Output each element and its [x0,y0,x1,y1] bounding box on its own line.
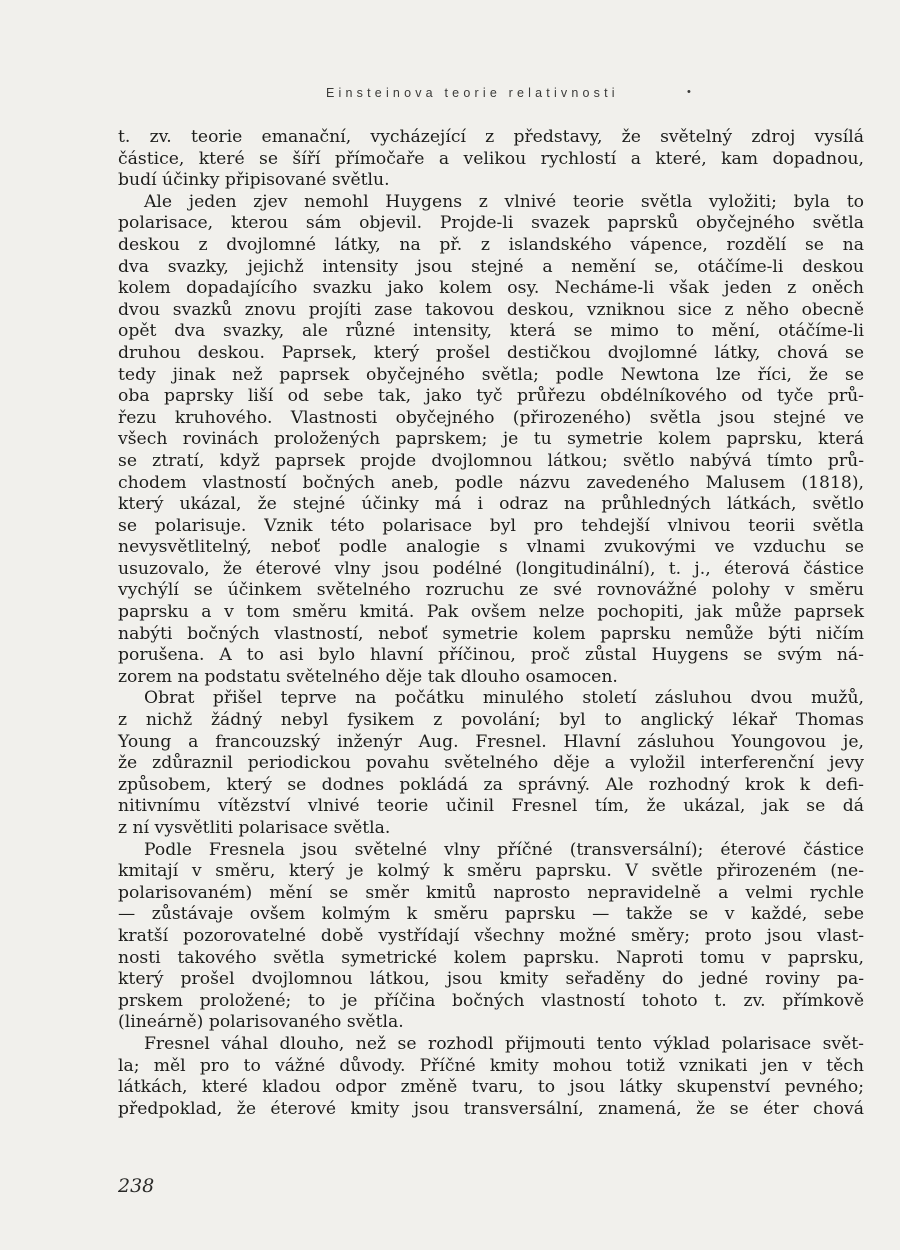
text-line: nabýti bočných vlastností, neboť symetrie kolem paprsku nemůže býti ničím [118,623,864,644]
text-line: Obrat přišel teprve na počátku minulého století zásluhou dvou mužů, [144,688,864,709]
text-line: řezu kruhového. Vlastnosti obyčejného (přirozeného) světla jsou stejné ve [118,407,864,428]
text-line: nitivnímu vítězství vlnivé teorie učinil Fresnel tím, že ukázal, jak se dá [118,796,864,817]
text-line: chodem vlastností bočných aneb, podle názvu zavedeného Malusem (1818), [118,472,864,493]
text-line: deskou z dvojlomné látky, na př. z islandského vápence, rozdělí se na [118,234,864,255]
text-line: la; měl pro to vážné důvody. Příčné kmity mohou totiž vznikati jen v těch [118,1055,864,1076]
text-line: dvou svazků znovu projíti zase takovou deskou, vzniknou sice z něho obecně [118,299,864,320]
text-line: kolem dopadajícího svazku jako kolem osy. Necháme-li však jeden z oněch [118,278,864,299]
text-line: že zdůraznil periodickou povahu světelného děje a vyložil interferenční jevy [118,753,864,774]
running-header [326,86,706,100]
text-line: z ní vysvětliti polarisace světla. [118,818,391,838]
text-line: opět dva svazky, ale různé intensity, která se mimo to mění, otáčíme-li [118,321,864,342]
text-line: látkách, které kladou odpor změně tvaru, to jsou látky skupenství pevného; [118,1077,864,1098]
text-line: oba paprsky liší od sebe tak, jako tyč průřezu obdélníkového od tyče prů- [118,386,864,407]
text-line: nevysvětlitelný, neboť podle analogie s vlnami zvukovými ve vzduchu se [118,537,864,558]
body-text [118,127,864,1120]
text-line: kratší pozorovatelné době vystřídají všechny možné směry; proto jsou vlast- [118,925,864,946]
text-line: Ale jeden zjev nemohl Huygens z vlnivé teorie světla vyložiti; byla to [144,191,864,212]
text-line: se ztratí, když paprsek projde dvojlomnou látkou; světlo nabývá tímto prů- [118,450,864,471]
text-line: vychýlí se účinkem světelného rozruchu ze své rovnovážné polohy v směru [118,580,864,601]
page-number: 238 [118,1175,155,1197]
text-line: usuzovalo, že éterové vlny jsou podélné (longitudinální), t. j., éterová částice [118,558,864,579]
text-line: předpoklad, že éterové kmity jsou transversální, znamená, že se éter chová [118,1098,864,1119]
text-line: polarisace, kterou sám objevil. Projde-li svazek paprsků obyčejného světla [118,213,864,234]
text-line: Podle Fresnela jsou světelné vlny příčné (transversální); éterové částice [144,839,864,860]
text-line: tedy jinak než paprsek obyčejného světla; podle Newtona lze říci, že se [118,364,864,385]
text-line: kmitají v směru, který je kolmý k směru paprsku. V světle přirozeném (ne- [118,861,864,882]
text-line: způsobem, který se dodnes pokládá za správný. Ale rozhodný krok k defi- [118,774,864,795]
text-line: prskem proložené; to je příčina bočných vlastností tohoto t. zv. přímkově [118,990,864,1011]
header-bullet-mark: • [687,86,696,98]
text-line: porušena. A to asi bylo hlavní příčinou, proč zůstal Huygens se svým ná- [118,645,864,666]
text-line: t. zv. teorie emanační, vycházející z představy, že světelný zdroj vysílá [118,127,864,147]
text-line: nosti takového světla symetrické kolem paprsku. Naproti tomu v paprsku, [118,947,864,968]
text-line: dva svazky, jejichž intensity jsou stejné a nemění se, otáčíme-li deskou [118,256,864,277]
text-line: — zůstávaje ovšem kolmým k směru paprsku — takže se v každé, sebe [118,904,864,925]
text-line: polarisovaném) mění se směr kmitů naprosto nepravidelně a velmi rychle [118,882,864,903]
text-line: paprsku a v tom směru kmitá. Pak ovšem nelze pochopiti, jak může paprsek [118,602,864,623]
text-line: Young a francouzský inženýr Aug. Fresnel. Hlavní zásluhou Youngovou je, [118,731,864,752]
text-line: budí účinky připisované světlu. [118,170,390,191]
running-header-title: Einsteinova teorie relativnosti [326,86,619,100]
text-line: druhou deskou. Paprsek, který prošel destičkou dvojlomné látky, chová se [118,342,864,363]
text-line: z nichž žádný nebyl fysikem z povolání; byl to anglický lékař Thomas [118,710,864,731]
text-line: se polarisuje. Vznik této polarisace byl pro tehdejší vlnivou teorii světla [118,515,864,536]
text-line: všech rovinách proložených paprskem; je tu symetrie kolem paprsku, která [118,429,864,450]
text-line: zorem na podstatu světelného děje tak dlouho osamocen. [118,666,618,687]
text-line: (lineárně) polarisovaného světla. [118,1012,404,1033]
text-line: který prošel dvojlomnou látkou, jsou kmity seřaděny do jedné roviny pa- [118,969,864,990]
text-line: částice, které se šíří přímočaře a velikou rychlostí a které, kam dopadnou, [118,148,864,169]
text-line: který ukázal, že stejné účinky má i odraz na průhledných látkách, světlo [118,494,864,515]
text-line: Fresnel váhal dlouho, než se rozhodl přijmouti tento výklad polarisace svět- [144,1033,864,1054]
